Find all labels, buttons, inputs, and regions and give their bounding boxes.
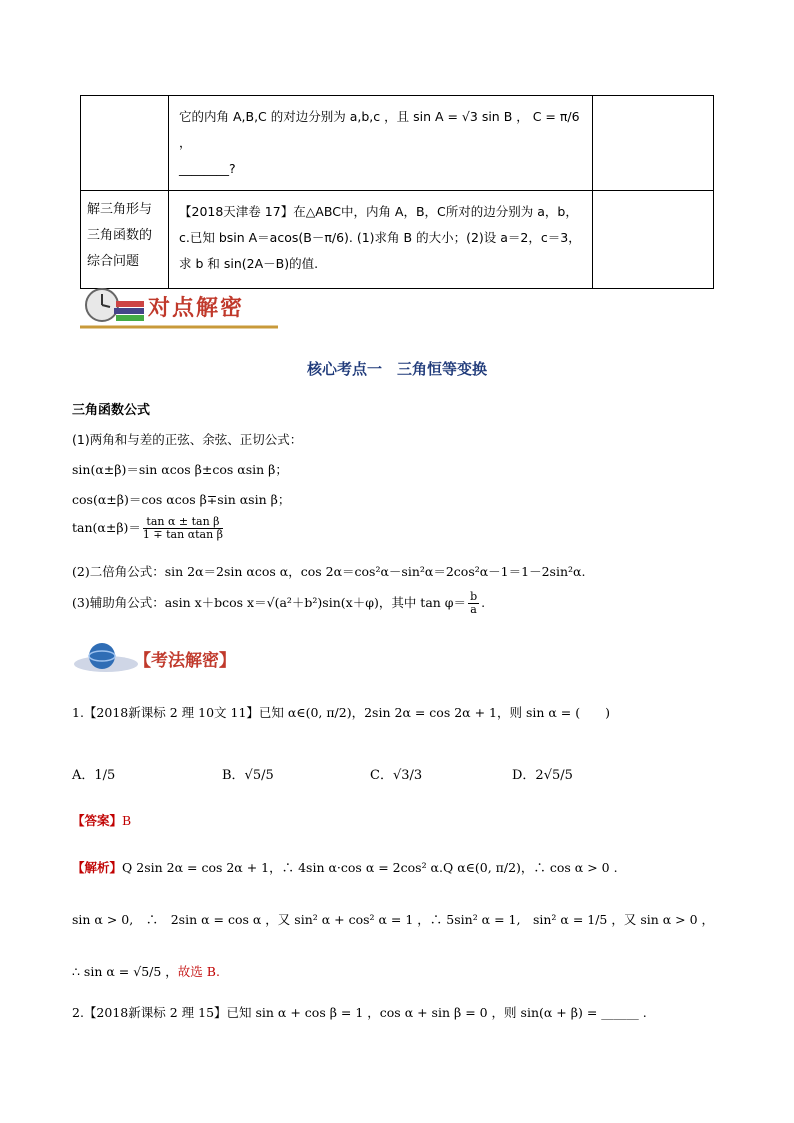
solution-step-3: ∴ sin α = √5/5 ， — [72, 964, 178, 979]
tan-numerator: tan α ± tan β — [143, 516, 223, 529]
formula-line-5: (2)二倍角公式：sin 2α＝2sin αcos α，cos 2α＝cos²α－sin²α＝2cos²α－1＝1－2sin²α. — [72, 564, 586, 579]
top-table — [80, 95, 714, 289]
table-cell-empty-right-2 — [593, 191, 714, 289]
formula-line-6: (3)辅助角公式：asin x＋bcos x＝√(a²＋b²)sin(x＋φ)，其中 tan φ＝ $\frac{b}{a}$ . — [72, 590, 486, 616]
banner-duidian — [80, 285, 280, 331]
aux-fraction — [468, 591, 479, 616]
row1-text: 它的内角 A,B,C 的对边分别为 a,b,c ，且 sin A = √3 sin B ， C = π/6 ， — [179, 109, 580, 150]
answer-label: 【答案】 — [72, 813, 123, 828]
section-title: 核心考点一 三角恒等变换 — [306, 360, 487, 378]
banner-kaofa — [72, 640, 272, 676]
q1-choice-b: B．√5/5 — [222, 768, 274, 783]
tan-fraction — [143, 516, 223, 541]
q1-answer — [72, 811, 131, 829]
kaofa-title: 【考法解密】 — [134, 651, 236, 671]
aux-denominator: a — [470, 603, 477, 616]
table-cell-row1 — [169, 96, 593, 191]
table-cell-empty-right — [593, 96, 714, 191]
q1-solution-2: sin α > 0, ∴ 2sin α = cos α ，又 sin² α + cos² α = 1 ，∴ 5sin² α = 1, sin² α = 1/5 ，又 sin α > 0 ， — [72, 912, 715, 927]
formula-line-3: cos(α±β)＝cos αcos β∓sin αsin β； — [72, 492, 291, 507]
q1-choice-d: D．2√5/5 — [512, 768, 573, 783]
q1-stem: 1.【2018新课标 2 理 10文 11】已知 α∈(0, π/2)，2sin 2α = cos 2α + 1，则 sin α = ( ) — [72, 705, 611, 720]
q1-solution-1 — [72, 858, 618, 876]
banner-title: 对点解密 — [148, 296, 245, 321]
table-cell-label — [81, 191, 169, 289]
jiexi-label: 【解析】 — [72, 860, 123, 875]
tan-left: tan(α±β)＝ — [72, 520, 141, 535]
globe-icon — [72, 640, 142, 676]
q1-solution-3 — [72, 962, 220, 980]
q1-choice-c: C．√3/3 — [370, 768, 423, 783]
aux-numerator: b — [470, 590, 478, 603]
tan-denominator: 1 ∓ tan αtan β — [142, 528, 224, 541]
aux-angle-text: (3)辅助角公式：asin x＋bcos x＝√(a²＋b²)sin(x＋φ)，其中 tan φ＝ — [72, 595, 467, 610]
formula-line-1: (1)两角和与差的正弦、余弦、正切公式： — [72, 432, 303, 447]
formula-line-2: sin(α±β)＝sin αcos β±cos αsin β； — [72, 462, 288, 477]
row2-text: 【2018天津卷 17】在△ABC中，内角 A，B，C所对的边分别为 a，b，c.已知 bsin A＝acos(B－π/6). (1)求角 B 的大小；(2)设 a＝2，c＝3，求 b 和 sin(2A－B)的值. — [179, 204, 581, 271]
solution-conclusion: 故选 B. — [177, 964, 220, 979]
q2-stem: 2.【2018新课标 2 理 15】已知 sin α + cos β = 1 ，cos α + sin β = 0 ，则 sin(α + β) = ______ . — [72, 1005, 647, 1020]
table-cell-empty — [81, 96, 169, 191]
row1-blank: ________? — [179, 161, 236, 176]
row2-label: 解三角形与三角函数的综合问题 — [87, 202, 153, 269]
formula-line-4 — [72, 516, 225, 541]
solution-step-1: Q 2sin 2α = cos 2α + 1，∴ 4sin α·cos α = 2cos² α.Q α∈(0, π/2)，∴ cos α > 0 . — [122, 860, 618, 875]
answer-value: B — [122, 813, 132, 828]
formulas-heading: 三角函数公式 — [72, 403, 151, 418]
q1-choice-a: A．1/5 — [72, 768, 116, 783]
table-cell-row2 — [169, 191, 593, 289]
